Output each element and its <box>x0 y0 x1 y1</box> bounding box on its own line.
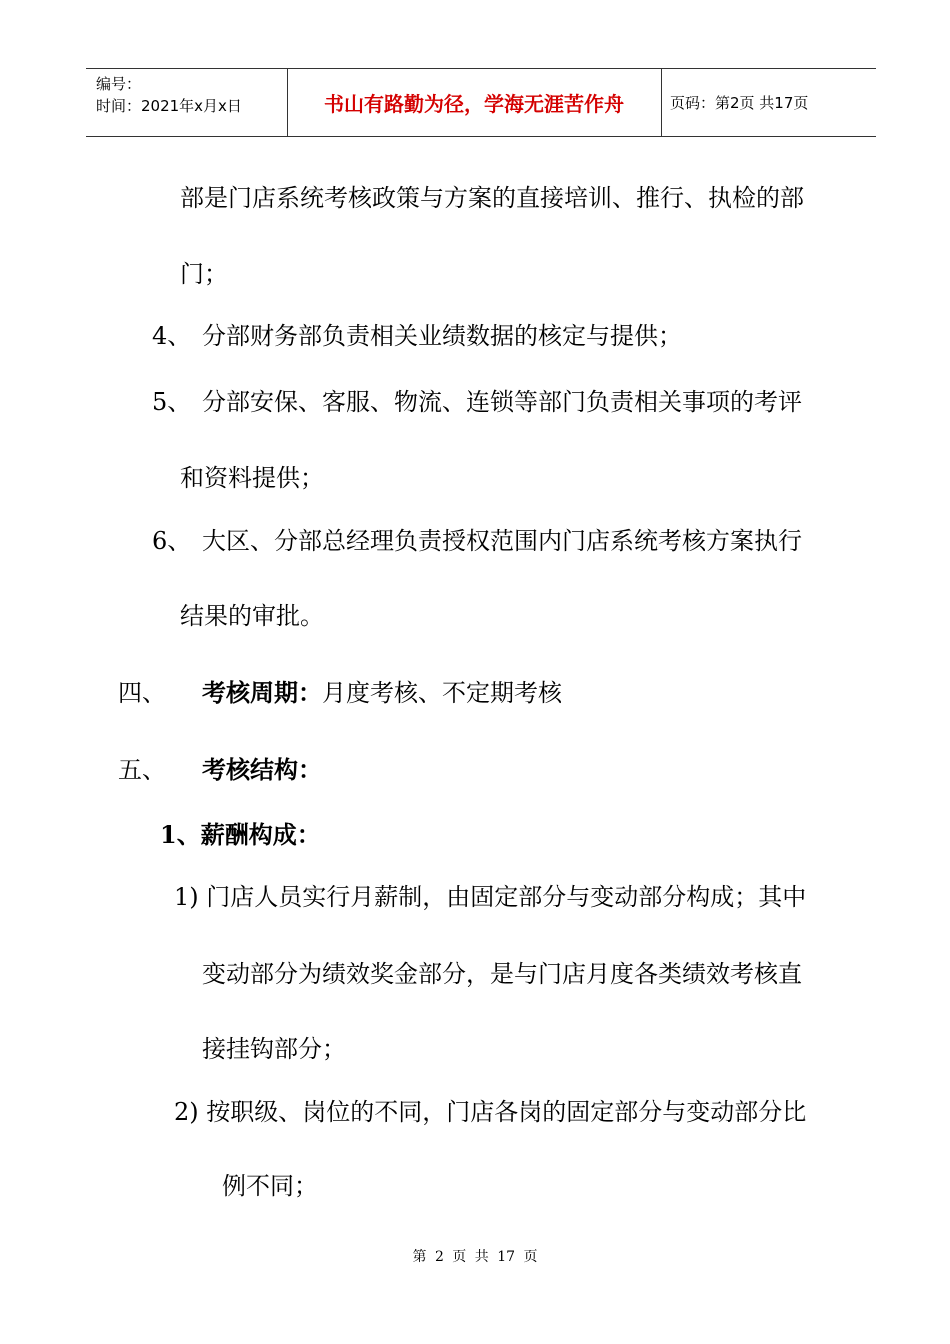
document-header <box>86 68 876 137</box>
header-page-info: 页码：第2页 共17页 <box>670 94 809 112</box>
list-item-text: 大区、分部总经理负责授权范围内门店系统考核方案执行 <box>202 527 802 555</box>
paragraph-line: 部是门店系统考核政策与方案的直接培训、推行、执检的部 <box>180 184 804 212</box>
point-line: 接挂钩部分； <box>202 1035 346 1063</box>
list-item-text: 和资料提供； <box>180 464 324 492</box>
list-number: 5、 <box>152 388 192 416</box>
header-motto: 书山有路勤为径，学海无涯苦作舟 <box>324 92 624 116</box>
time-label: 时间：2021年x月x日 <box>96 97 242 115</box>
list-number: 4、 <box>152 322 192 350</box>
section-heading <box>202 673 562 708</box>
header-divider <box>661 69 662 136</box>
list-number: 6、 <box>152 527 192 555</box>
list-item-text: 分部财务部负责相关业绩数据的核定与提供； <box>202 322 682 350</box>
point-line: 变动部分为绩效奖金部分，是与门店月度各类绩效考核直 <box>202 960 802 988</box>
subsection-title: 1、薪酬构成： <box>160 820 321 849</box>
paragraph-line: 门； <box>180 260 228 288</box>
section-number: 四、 <box>118 679 166 707</box>
section-title: 考核结构： <box>202 755 322 784</box>
section-number: 五、 <box>118 756 166 784</box>
header-meta <box>96 73 286 117</box>
number-label: 编号： <box>96 75 142 93</box>
point-line: 例不同； <box>222 1172 318 1200</box>
point-line: 1) 门店人员实行月薪制，由固定部分与变动部分构成；其中 <box>174 883 807 911</box>
list-item-text: 分部安保、客服、物流、连锁等部门负责相关事项的考评 <box>202 388 802 416</box>
page-footer: 第 2 页 共 17 页 <box>412 1249 538 1265</box>
point-line: 2) 按职级、岗位的不同，门店各岗的固定部分与变动部分比 <box>174 1098 807 1126</box>
list-item-text: 结果的审批。 <box>180 602 324 630</box>
section-title: 考核周期： <box>202 678 322 707</box>
section-text: 月度考核、不定期考核 <box>322 679 562 707</box>
